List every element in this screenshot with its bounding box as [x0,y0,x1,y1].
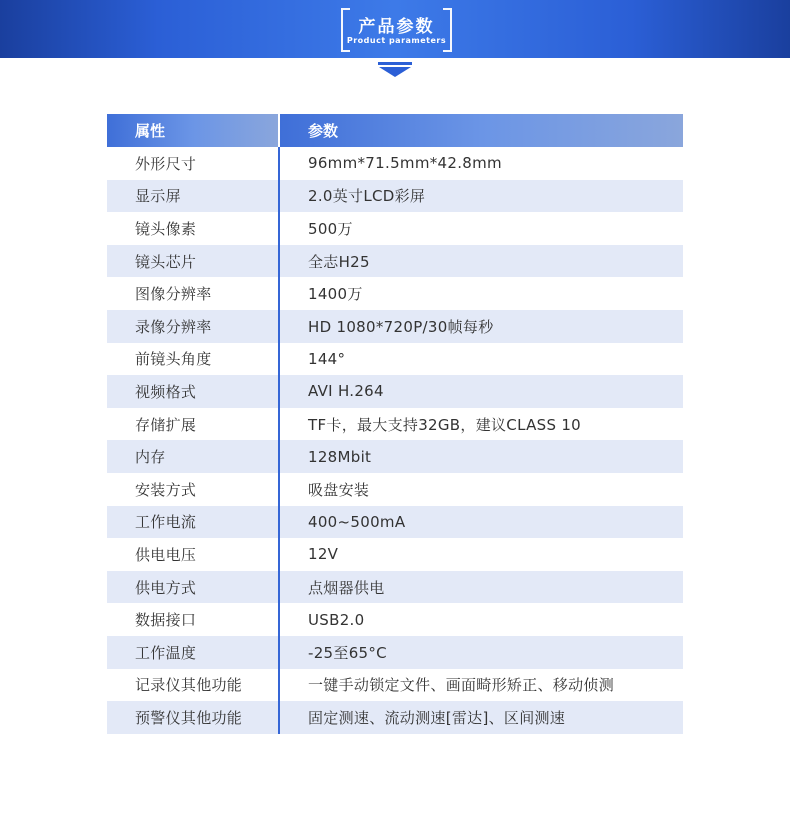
value-cell: 全志H25 [279,245,683,278]
attribute-cell: 前镜头角度 [107,343,279,376]
section-title [341,8,452,50]
attribute-cell: 图像分辨率 [107,277,279,310]
value-cell: 12V [308,545,339,564]
section-title-cn: 产品参数 [358,17,435,37]
value-cell: 128Mbit [279,440,683,473]
value-cell: TF卡，最大支持32GB，建议CLASS 10 [308,415,582,434]
table-row [107,506,683,539]
table-row [107,701,683,734]
value-cell: USB2.0 [308,610,365,629]
table-row [107,343,683,376]
value-cell: 144° [308,349,346,368]
attribute-cell: 镜头芯片 [107,245,279,278]
table-row [107,277,683,310]
header-banner [0,0,790,58]
value-cell: AVI H.264 [279,375,683,408]
value-cell: 吸盘安装 [308,480,370,499]
table-row [107,212,683,245]
table-row [107,603,683,636]
attribute-cell: 供电电压 [107,538,279,571]
table-row [107,440,683,473]
value-cell: 2.0英寸LCD彩屏 [279,180,683,213]
value-cell: HD 1080*720P/30帧每秒 [279,310,683,343]
table-row [107,669,683,702]
table-row [107,408,683,441]
value-cell: 点烟器供电 [279,571,683,604]
value-cell: -25至65°C [279,636,683,669]
spec-table-body [107,147,683,734]
attribute-cell: 记录仪其他功能 [107,669,279,702]
spec-table [107,114,683,734]
chevron-down-icon [378,62,412,78]
value-cell: 固定测速、流动测速[雷达]、区间测速 [279,701,683,734]
value-cell: 400~500mA [279,506,683,539]
table-header-row [107,114,683,147]
value-cell: 96mm*71.5mm*42.8mm [308,154,502,173]
attribute-cell: 工作电流 [107,506,279,539]
table-row [107,147,683,180]
attribute-cell: 录像分辨率 [107,310,279,343]
value-cell: 500万 [308,219,353,238]
section-title-en: Product parameters [346,36,447,45]
attribute-cell: 外形尺寸 [107,147,279,180]
table-row [107,473,683,506]
attribute-cell: 镜头像素 [107,212,279,245]
header-parameter: 参数 [279,114,683,147]
table-row [107,636,683,669]
attribute-cell: 预警仪其他功能 [107,701,279,734]
table-row [107,375,683,408]
table-row [107,245,683,278]
attribute-cell: 数据接口 [107,603,279,636]
table-row [107,310,683,343]
table-row [107,538,683,571]
attribute-cell: 存储扩展 [107,408,279,441]
attribute-cell: 显示屏 [107,180,279,213]
attribute-cell: 工作温度 [107,636,279,669]
attribute-cell: 视频格式 [107,375,279,408]
attribute-cell: 内存 [107,440,279,473]
value-cell: 1400万 [308,285,363,304]
attribute-cell: 供电方式 [107,571,279,604]
table-row [107,571,683,604]
attribute-cell: 安装方式 [107,473,279,506]
table-row [107,180,683,213]
header-attribute: 属性 [107,114,279,147]
value-cell: 一键手动锁定文件、画面畸形矫正、移动侦测 [308,676,615,695]
